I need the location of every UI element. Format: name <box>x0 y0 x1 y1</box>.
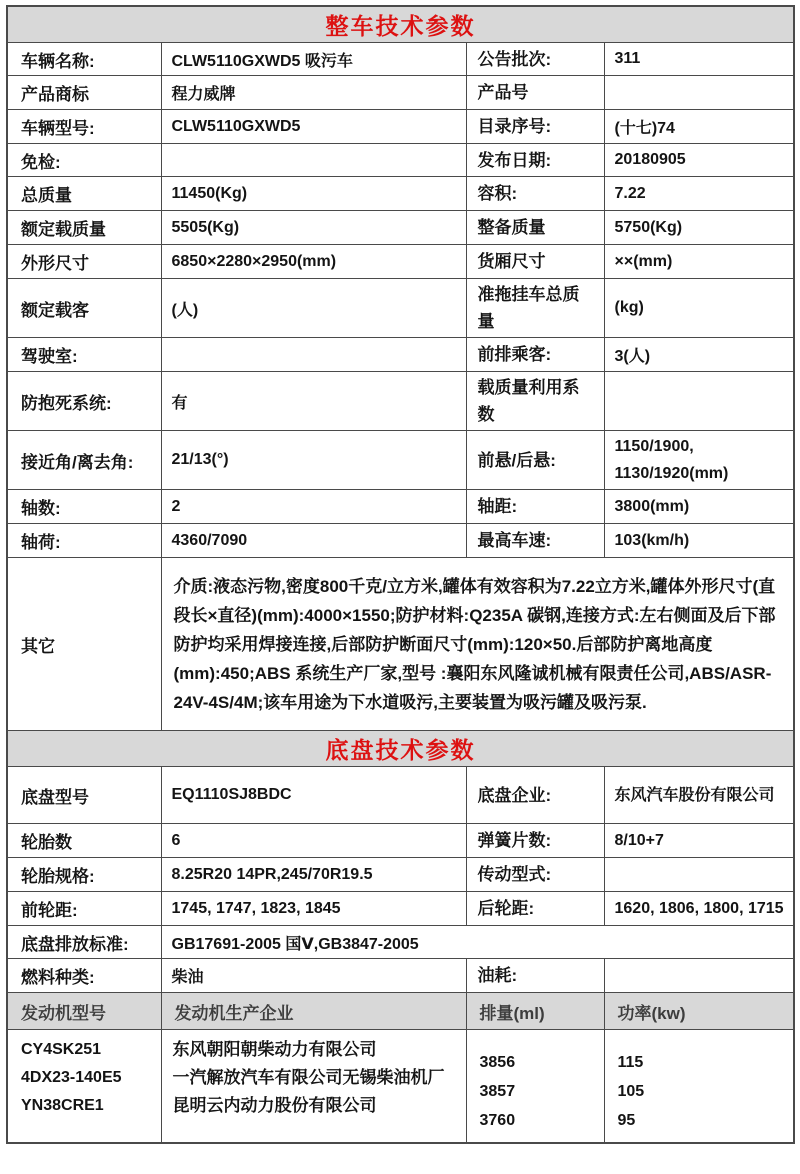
label-total-mass: 总质量 <box>7 177 161 211</box>
value-release-date: 20180905 <box>604 144 794 177</box>
value-rated-load-mass: 5505(Kg) <box>161 211 466 245</box>
value-wheelbase: 3800(mm) <box>604 490 794 524</box>
engine-model-line: YN38CRE1 <box>21 1097 104 1114</box>
cell-engine-powers <box>604 1030 794 1143</box>
label-approach-departure-angle: 接近角/离去角: <box>7 431 161 490</box>
value-vehicle-name: CLW5110GXWD5 吸污车 <box>161 43 466 76</box>
value-front-rear-overhang: 1150/1900, 1130/1920(mm) <box>604 431 794 490</box>
label-curb-mass: 整备质量 <box>466 211 604 245</box>
label-axle-load: 轴荷: <box>7 524 161 558</box>
value-fuel-type: 柴油 <box>161 959 466 993</box>
value-curb-mass: 5750(Kg) <box>604 211 794 245</box>
label-tire-count: 轮胎数 <box>7 824 161 858</box>
value-fuel-consumption <box>604 959 794 993</box>
label-announcement-batch: 公告批次: <box>466 43 604 76</box>
value-volume: 7.22 <box>604 177 794 211</box>
value-total-mass: 11450(Kg) <box>161 177 466 211</box>
value-trailer-total-mass: (kg) <box>604 279 794 338</box>
value-max-speed: 103(km/h) <box>604 524 794 558</box>
label-transmission-type: 传动型式: <box>466 858 604 892</box>
label-fuel-type: 燃料种类: <box>7 959 161 993</box>
section-title-vehicle: 整车技术参数 <box>7 6 794 43</box>
cell-engine-manufacturers <box>161 1030 466 1143</box>
value-product-no <box>604 76 794 110</box>
engine-power-line: 115 <box>617 1054 644 1071</box>
cell-engine-models <box>7 1030 161 1143</box>
value-front-track: 1745, 1747, 1823, 1845 <box>161 892 466 926</box>
value-tire-spec: 8.25R20 14PR,245/70R19.5 <box>161 858 466 892</box>
label-front-rear-overhang: 前悬/后悬: <box>466 431 604 490</box>
label-product-no: 产品号 <box>466 76 604 110</box>
label-cargo-box-dimensions: 货厢尺寸 <box>466 245 604 279</box>
label-volume: 容积: <box>466 177 604 211</box>
value-vehicle-model: CLW5110GXWD5 <box>161 110 466 144</box>
value-axle-count: 2 <box>161 490 466 524</box>
value-product-brand: 程力威牌 <box>161 76 466 110</box>
label-rear-track: 后轮距: <box>466 892 604 926</box>
value-front-row-passengers: 3(人) <box>604 338 794 372</box>
value-approach-departure-angle: 21/13(°) <box>161 431 466 490</box>
value-catalog-serial: (十七)74 <box>604 110 794 144</box>
vehicle-spec-table <box>6 5 795 1144</box>
label-other: 其它 <box>7 558 161 731</box>
header-engine-model: 发动机型号 <box>7 993 161 1030</box>
engine-manufacturer-line: 一汽解放汽车有限公司无锡柴油机厂 <box>172 1068 445 1087</box>
label-chassis-model: 底盘型号 <box>7 767 161 824</box>
label-front-row-passengers: 前排乘客: <box>466 338 604 372</box>
header-power: 功率(kw) <box>604 993 794 1030</box>
label-product-brand: 产品商标 <box>7 76 161 110</box>
engine-power-line: 105 <box>617 1083 645 1100</box>
header-engine-manufacturer: 发动机生产企业 <box>161 993 466 1030</box>
value-tire-count: 6 <box>161 824 466 858</box>
engine-manufacturer-line: 东风朝阳朝柴动力有限公司 <box>172 1040 377 1059</box>
label-rated-passengers: 额定载客 <box>7 279 161 338</box>
engine-model-line: CY4SK251 <box>21 1041 102 1058</box>
value-other-description: 介质:液态污物,密度800千克/立方米,罐体有效容积为7.22立方米,罐体外形尺寸(直段长×直径)(mm):4000×1550;防护材料:Q235A 碳钢,连接方式:左右侧面及后下部防护均采用焊接连接,后部防护断面尺寸(mm):120×50.后部防护离地高度(mm):450;ABS 系统生产厂家,型号 :襄阳东风隆诚机械有限责任公司,ABS/ASR-24V-4S/4M;该车用途为下水道吸污,主要装置为吸污罐及吸污泵. <box>161 558 794 731</box>
value-announcement-batch: 311 <box>604 43 794 76</box>
label-axle-count: 轴数: <box>7 490 161 524</box>
value-outline-dimensions: 6850×2280×2950(mm) <box>161 245 466 279</box>
value-inspection-exempt <box>161 144 466 177</box>
label-emission-standard: 底盘排放标准: <box>7 926 161 959</box>
label-abs-system: 防抱死系统: <box>7 372 161 431</box>
label-wheelbase: 轴距: <box>466 490 604 524</box>
value-transmission-type <box>604 858 794 892</box>
label-vehicle-model: 车辆型号: <box>7 110 161 144</box>
value-load-utilization-factor <box>604 372 794 431</box>
engine-displacement-line: 3856 <box>479 1054 516 1071</box>
label-spring-leaf-count: 弹簧片数: <box>466 824 604 858</box>
value-chassis-company: 东风汽车股份有限公司 <box>604 767 794 824</box>
label-inspection-exempt: 免检: <box>7 144 161 177</box>
value-chassis-model: EQ1110SJ8BDC <box>161 767 466 824</box>
section-title-chassis: 底盘技术参数 <box>7 731 794 767</box>
engine-manufacturer-line: 昆明云内动力股份有限公司 <box>172 1096 377 1115</box>
label-outline-dimensions: 外形尺寸 <box>7 245 161 279</box>
label-catalog-serial: 目录序号: <box>466 110 604 144</box>
header-displacement: 排量(ml) <box>466 993 604 1030</box>
value-cargo-box-dimensions: ××(mm) <box>604 245 794 279</box>
value-cab <box>161 338 466 372</box>
value-rear-track: 1620, 1806, 1800, 1715 <box>604 892 794 926</box>
engine-displacement-line: 3760 <box>479 1112 516 1129</box>
label-rated-load-mass: 额定载质量 <box>7 211 161 245</box>
value-rated-passengers: (人) <box>161 279 466 338</box>
value-axle-load: 4360/7090 <box>161 524 466 558</box>
label-cab: 驾驶室: <box>7 338 161 372</box>
label-chassis-company: 底盘企业: <box>466 767 604 824</box>
engine-model-line: 4DX23-140E5 <box>21 1069 122 1086</box>
engine-displacement-line: 3857 <box>479 1083 516 1100</box>
value-spring-leaf-count: 8/10+7 <box>604 824 794 858</box>
label-trailer-total-mass: 准拖挂车总质量 <box>466 279 604 338</box>
label-tire-spec: 轮胎规格: <box>7 858 161 892</box>
label-release-date: 发布日期: <box>466 144 604 177</box>
value-abs-system: 有 <box>161 372 466 431</box>
label-max-speed: 最高车速: <box>466 524 604 558</box>
engine-power-line: 95 <box>617 1112 636 1129</box>
label-load-utilization-factor: 载质量利用系数 <box>466 372 604 431</box>
label-vehicle-name: 车辆名称: <box>7 43 161 76</box>
value-emission-standard: GB17691-2005 国Ⅴ,GB3847-2005 <box>161 926 794 959</box>
label-front-track: 前轮距: <box>7 892 161 926</box>
cell-engine-displacements <box>466 1030 604 1143</box>
label-fuel-consumption: 油耗: <box>466 959 604 993</box>
